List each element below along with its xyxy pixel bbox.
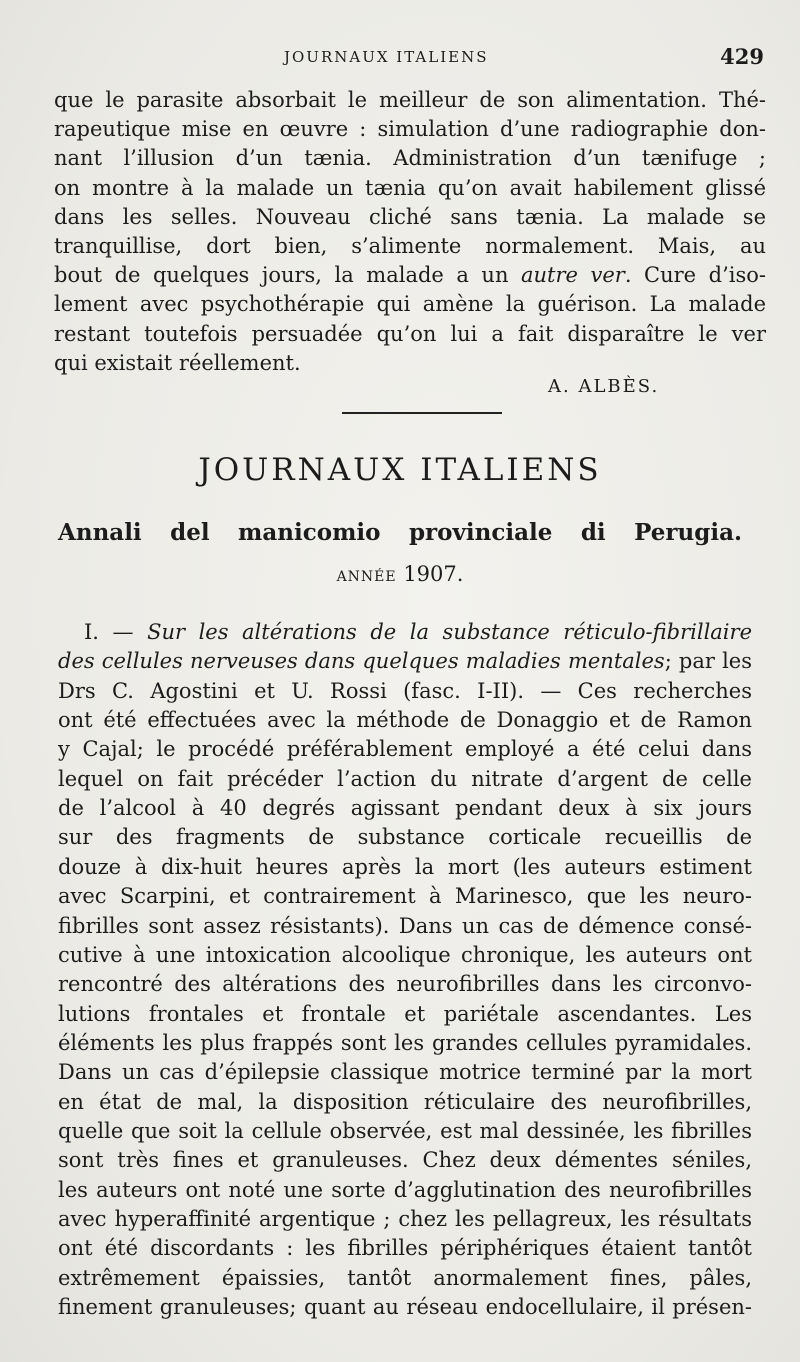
author-signature: A. ALBÈS. [548,376,660,397]
text-line [58,616,752,648]
text-line [58,763,752,795]
text-line [58,1291,752,1323]
text-line [58,1262,752,1294]
text-line-content: y Cajal; le procédé préférablement employé a été celui dans [58,737,752,762]
text-line-content: bout de quelques jours, la malade a un autre ver. Cure d’iso- [54,263,767,288]
text-line [54,259,766,291]
text-line [58,704,752,736]
running-head [0,44,800,74]
journal-title: Annali del manicomio provinciale di Perugia. [58,519,742,546]
text-line [54,84,766,116]
running-head-title: JOURNAUX ITALIENS [284,48,489,66]
text-line-content: avec hyperaffinité argentique ; chez les pellagreux, les résultats [58,1207,752,1231]
year-line [0,562,800,586]
text-line-content: lequel on fait précéder l’action du nitrate d’argent de celle [58,766,752,791]
text-line-content: ont été effectuées avec la méthode de Donaggio et de Ramon [58,708,752,733]
text-line [58,910,752,942]
text-line [54,347,766,379]
text-line [58,998,752,1030]
text-line-content: qui existait réellement. [54,350,301,375]
text-line [54,172,766,204]
text-line [58,1174,752,1206]
text-line [54,113,766,145]
text-line-content: nant l’illusion d’un tænia. Administration d’un tænifuge ; [54,146,766,171]
text-line-content: quelle que soit la cellule observée, est mal dessinée, les fibrilles [58,1118,752,1143]
year-label: ANNÉE [336,569,397,585]
text-line-content: Drs C. Agostini et U. Rossi (fasc. I-II). — Ces recherches [58,678,752,703]
text-line [58,1086,752,1118]
text-line-content: sont très fines et granuleuses. Chez deux démentes séniles, [58,1148,752,1173]
text-line-content: extrêmement épaissies, tantôt anormalement fines, pâles, [58,1265,752,1290]
text-line [58,792,752,824]
text-line-content: douze à dix-huit heures après la mort (les auteurs estiment [58,854,752,879]
text-line-content: on montre à la malade un tænia qu’on avait habilement glissé [54,175,766,200]
text-line-content: fibrilles sont assez résistants). Dans un cas de démence consé- [58,913,752,938]
text-line-content: en état de mal, la disposition réticulaire des neurofibrilles, [58,1089,752,1114]
text-line [58,880,752,912]
text-line [54,288,766,320]
text-line [58,939,752,971]
text-line [58,675,752,707]
text-line-content: les auteurs ont noté une sorte d’agglutination des neurofibrilles [58,1177,752,1202]
text-line [58,1027,752,1059]
text-line [58,1056,752,1088]
text-line-content: lement avec psychothérapie qui amène la guérison. La malade [54,292,766,317]
text-line-content: de l’alcool à 40 degrés agissant pendant deux à six jours [58,796,752,821]
page-number: 429 [720,44,764,69]
text-line-content: des cellules nerveuses dans quelques maladies mentales; par les [58,649,752,674]
text-line-content: avec Scarpini, et contrairement à Marinesco, que les neuro- [58,884,752,909]
text-line [58,1115,752,1147]
text-line-content: Dans un cas d’épilepsie classique motrice terminé par la mort [58,1060,752,1085]
text-line-content: sur des fragments de substance corticale recueillis de [58,825,752,850]
text-line [58,1144,752,1176]
text-line [54,230,766,262]
text-line [54,201,766,233]
text-line-content: éléments les plus frappés sont les grandes cellules pyramidales. [58,1030,752,1055]
text-line [58,733,752,765]
text-line-content: restant toutefois persuadée qu’on lui a fait disparaître le ver [54,321,766,346]
separator-rule [342,412,502,414]
text-line [58,821,752,853]
text-line [58,645,752,677]
text-line-content: lutions frontales et frontale et pariétale ascendantes. Les [58,1001,752,1026]
text-line-content: I. — Sur les altérations de la substance réticulo-fibrillaire [84,620,752,644]
text-line-content: rencontré des altérations des neurofibrilles dans les circonvo- [58,972,752,997]
text-line [54,142,766,174]
text-line-content: tranquillise, dort bien, s’alimente normalement. Mais, au [54,234,766,258]
text-line-content: cutive à une intoxication alcoolique chronique, les auteurs ont [58,942,752,967]
text-line-content: finement granuleuses; quant au réseau endocellulaire, il présen- [58,1295,752,1320]
text-line-content: ont été discordants : les fibrilles périphériques étaient tantôt [58,1236,752,1261]
text-line [58,851,752,883]
text-line [58,968,752,1000]
text-line-content: dans les selles. Nouveau cliché sans tænia. La malade se [54,204,766,229]
text-line-content: rapeutique mise en œuvre : simulation d’une radiographie don- [54,117,766,142]
text-line [58,1203,752,1235]
text-line [54,318,766,350]
text-line [58,1232,752,1264]
text-line-content: que le parasite absorbait le meilleur de son alimentation. Thé- [54,88,766,112]
section-title: JOURNAUX ITALIENS [198,452,602,488]
year-value: 1907. [403,562,464,586]
